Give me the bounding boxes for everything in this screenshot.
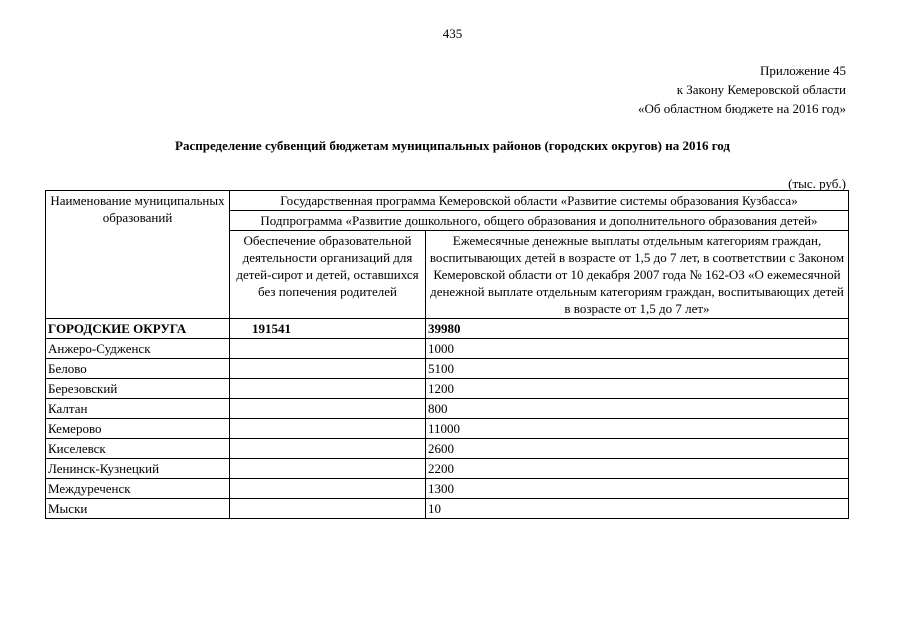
appendix-line-3: «Об областном бюджете на 2016 год» — [638, 101, 846, 116]
subvention-table — [45, 190, 849, 519]
cell-orphans-value — [230, 379, 426, 399]
header-row-program — [46, 191, 849, 211]
document-title: Распределение субвенций бюджетам муниципальных районов (городских округов) на 2016 год — [175, 138, 730, 153]
cell-orphans-value — [230, 419, 426, 439]
cell-payments-value: 10 — [426, 499, 849, 519]
appendix-line-1: Приложение 45 — [759, 63, 846, 78]
cell-name: Междуреченск — [46, 479, 230, 499]
cell-orphans-value — [230, 399, 426, 419]
cell-orphans-value — [230, 459, 426, 479]
cell-orphans-value: 191541 — [230, 319, 426, 339]
table-row — [46, 339, 849, 359]
header-col-monthly-payments: Ежемесячные денежные выплаты отдельным категориям граждан, воспитывающих детей в возрасте от 1,5 до 7 лет, в соответствии с Законом Кемеровской области от 10 декабря 2007 года № 162-ОЗ «О ежемесячной денежной выплате отдельным категориям граждан, воспитывающих детей в возрасте от 1,5 до 7 лет» — [426, 231, 849, 319]
cell-payments-value: 39980 — [426, 319, 849, 339]
cell-payments-value: 1000 — [426, 339, 849, 359]
cell-payments-value: 1300 — [426, 479, 849, 499]
cell-orphans-value — [230, 479, 426, 499]
header-municipality: Наименование муниципальных образований — [46, 191, 230, 319]
cell-name: ГОРОДСКИЕ ОКРУГА — [46, 319, 230, 339]
cell-orphans-value — [230, 499, 426, 519]
appendix-note — [638, 61, 846, 118]
units-label: (тыс. руб.) — [788, 176, 846, 191]
cell-payments-value: 2200 — [426, 459, 849, 479]
cell-name: Мыски — [46, 499, 230, 519]
cell-name: Ленинск-Кузнецкий — [46, 459, 230, 479]
header-col-orphans: Обеспечение образовательной деятельности организаций для детей-сирот и детей, оставшихся без попечения родителей — [230, 231, 426, 319]
cell-name: Белово — [46, 359, 230, 379]
table-row — [46, 399, 849, 419]
table-row — [46, 479, 849, 499]
cell-orphans-value — [230, 339, 426, 359]
cell-payments-value: 800 — [426, 399, 849, 419]
table-row — [46, 379, 849, 399]
cell-payments-value: 11000 — [426, 419, 849, 439]
cell-name: Анжеро-Судженск — [46, 339, 230, 359]
cell-name: Кемерово — [46, 419, 230, 439]
header-program: Государственная программа Кемеровской области «Развитие системы образования Кузбасса» — [230, 191, 849, 211]
cell-name: Калтан — [46, 399, 230, 419]
appendix-line-2: к Закону Кемеровской области — [676, 82, 846, 97]
cell-payments-value: 2600 — [426, 439, 849, 459]
cell-orphans-value — [230, 439, 426, 459]
table-row — [46, 459, 849, 479]
table-row — [46, 419, 849, 439]
cell-name: Киселевск — [46, 439, 230, 459]
total-row — [46, 319, 849, 339]
page-number: 435 — [442, 26, 463, 41]
cell-orphans-value — [230, 359, 426, 379]
cell-name: Березовский — [46, 379, 230, 399]
table-row — [46, 359, 849, 379]
table-body — [46, 191, 849, 519]
table-row — [46, 499, 849, 519]
header-subprogram: Подпрограмма «Развитие дошкольного, общего образования и дополнительного образования детей» — [230, 211, 849, 231]
cell-payments-value: 1200 — [426, 379, 849, 399]
cell-payments-value: 5100 — [426, 359, 849, 379]
table-row — [46, 439, 849, 459]
